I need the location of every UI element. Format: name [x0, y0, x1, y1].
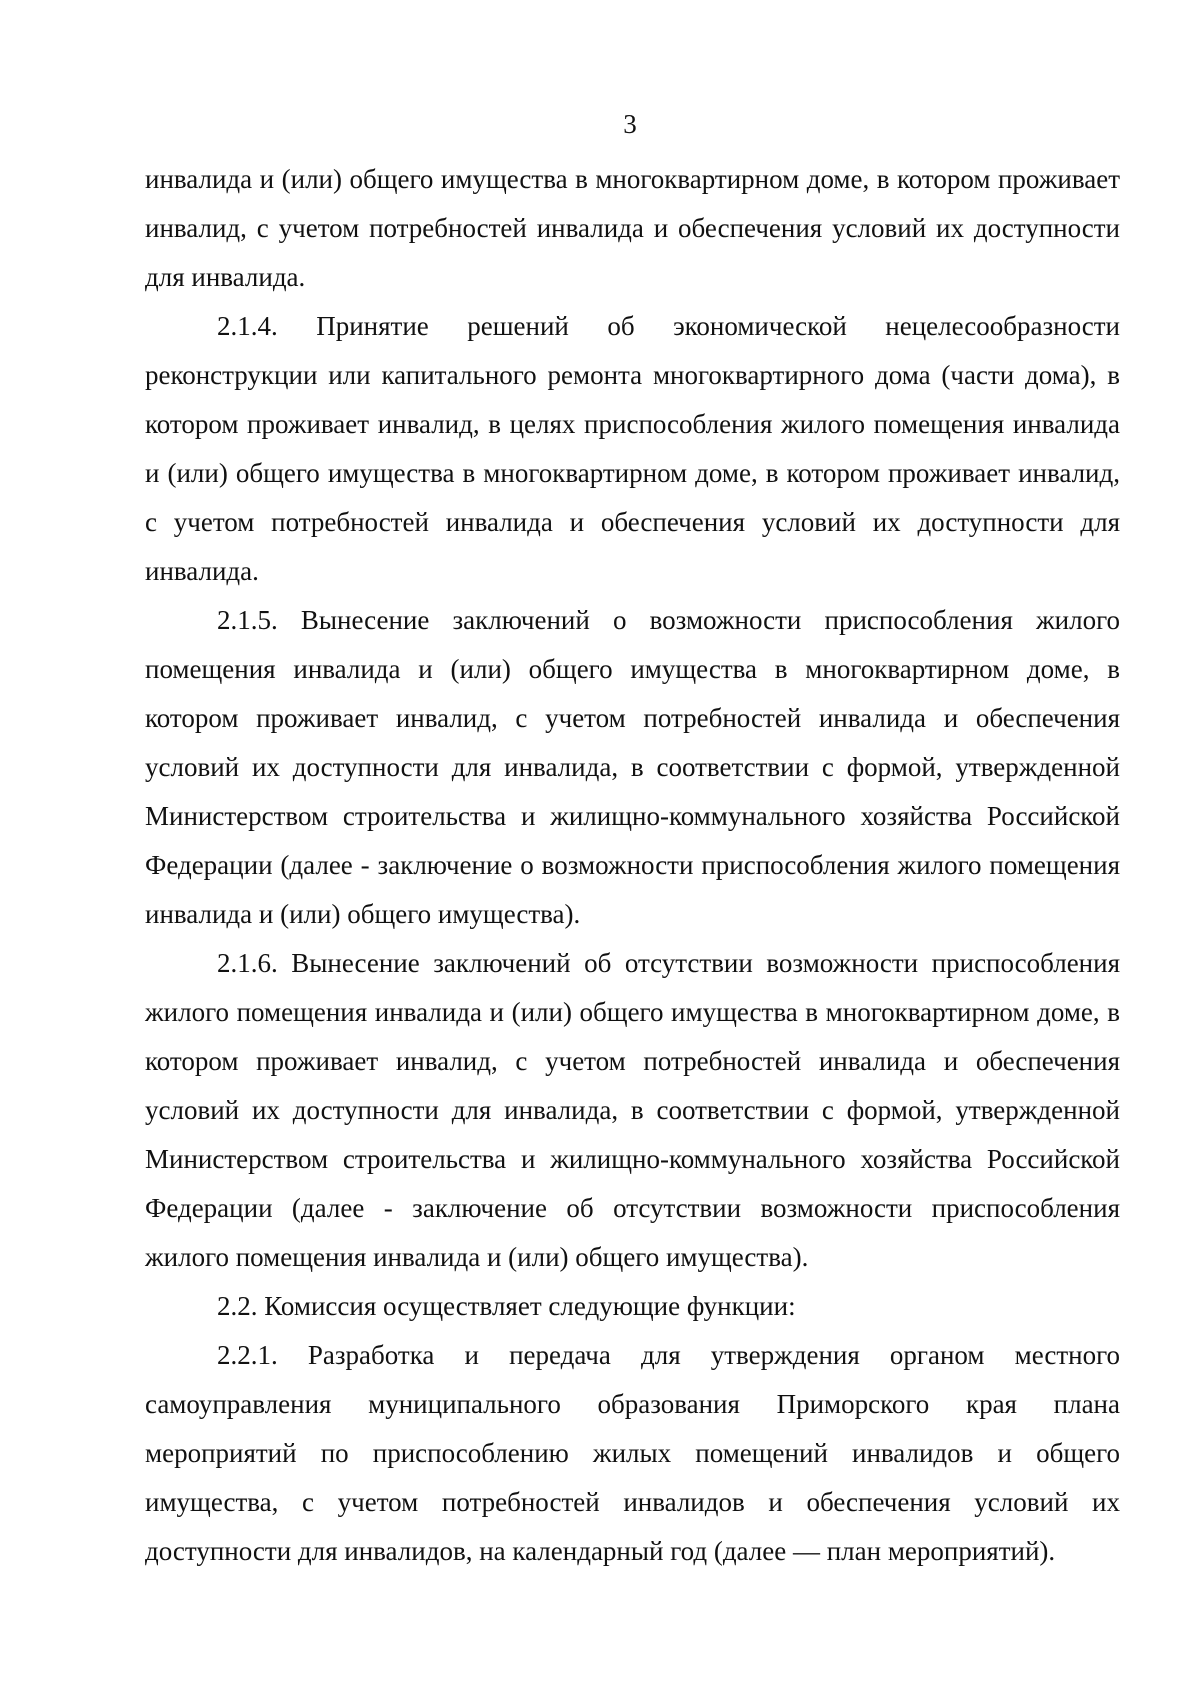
document-body	[145, 155, 1120, 1576]
paragraph-2-1-6: 2.1.6. Вынесение заключений об отсутствии возможности приспособления жилого помещения инвалида и (или) общего имущества в многоквартирном доме, в котором проживает инвалид, с учетом потребностей инвалида и обеспечения условий их доступности для инвалида, в соответствии с формой, утвержденной Министерством строительства и жилищно-коммунального хозяйства Российской Федерации (далее - заключение об отсутствии возможности приспособления жилого помещения инвалида и (или) общего имущества).	[145, 948, 1120, 1272]
paragraph-2-1-5: 2.1.5. Вынесение заключений о возможности приспособления жилого помещения инвалида и (или) общего имущества в многоквартирном доме, в котором проживает инвалид, с учетом потребностей инвалида и обеспечения условий их доступности для инвалида, в соответствии с формой, утвержденной Министерством строительства и жилищно-коммунального хозяйства Российской Федерации (далее - заключение о возможности приспособления жилого помещения инвалида и (или) общего имущества).	[145, 605, 1120, 929]
paragraph-2-1-4: 2.1.4. Принятие решений об экономической нецелесообразности реконструкции или капитального ремонта многоквартирного дома (части дома), в котором проживает инвалид, в целях приспособления жилого помещения инвалида и (или) общего имущества в многоквартирном доме, в котором проживает инвалид, с учетом потребностей инвалида и обеспечения условий их доступности для инвалида.	[145, 311, 1120, 586]
paragraph-continuation: инвалида и (или) общего имущества в многоквартирном доме, в котором проживает инвалид, с учетом потребностей инвалида и обеспечения условий их доступности для инвалида.	[145, 164, 1120, 292]
paragraph-2-2-1: 2.2.1. Разработка и передача для утверждения органом местного самоуправления муниципального образования Приморского края плана мероприятий по приспособлению жилых помещений инвалидов и общего имущества, с учетом потребностей инвалидов и обеспечения условий их доступности для инвалидов, на календарный год (далее — план мероприятий).	[145, 1340, 1120, 1566]
paragraph-2-2: 2.2. Комиссия осуществляет следующие функции:	[217, 1291, 796, 1321]
page-number: 3	[623, 109, 637, 139]
